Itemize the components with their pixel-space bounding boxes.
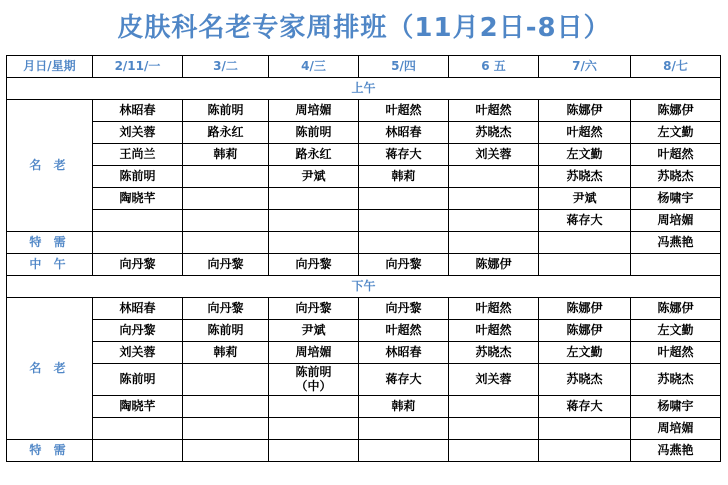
schedule-cell	[359, 440, 449, 462]
schedule-cell: 苏晓杰	[631, 364, 721, 396]
schedule-cell: 叶超然	[631, 342, 721, 364]
schedule-cell	[183, 396, 269, 418]
schedule-cell: 向丹黎	[183, 298, 269, 320]
schedule-cell: 周培媚	[631, 210, 721, 232]
schedule-cell: 苏晓杰	[449, 122, 539, 144]
schedule-cell	[183, 364, 269, 396]
schedule-cell: 陈娜伊	[449, 254, 539, 276]
table-row	[7, 144, 721, 166]
schedule-cell: 周培媚	[269, 100, 359, 122]
schedule-cell: 陈前明	[93, 364, 183, 396]
schedule-cell: 陈娜伊	[539, 298, 631, 320]
schedule-cell	[269, 232, 359, 254]
special-label: 特 需	[7, 232, 93, 254]
schedule-cell: 蒋存大	[359, 144, 449, 166]
section-label: 上午	[7, 78, 721, 100]
schedule-cell: 尹斌	[539, 188, 631, 210]
schedule-cell	[539, 440, 631, 462]
schedule-cell: 叶超然	[449, 298, 539, 320]
header-cell: 7/六	[539, 56, 631, 78]
table-row	[7, 320, 721, 342]
schedule-cell	[449, 210, 539, 232]
schedule-cell: 陶晓芊	[93, 396, 183, 418]
schedule-cell: 刘关蓉	[93, 122, 183, 144]
schedule-cell	[449, 440, 539, 462]
schedule-table	[6, 55, 721, 462]
schedule-cell: 左文勤	[539, 144, 631, 166]
noon-row	[7, 254, 721, 276]
schedule-cell: 苏晓杰	[449, 342, 539, 364]
schedule-cell	[183, 210, 269, 232]
schedule-cell: 叶超然	[539, 122, 631, 144]
schedule-cell	[449, 418, 539, 440]
schedule-cell	[631, 254, 721, 276]
schedule-cell	[359, 232, 449, 254]
section-label: 下午	[7, 276, 721, 298]
header-cell: 2/11/一	[93, 56, 183, 78]
schedule-cell	[183, 418, 269, 440]
schedule-cell: 向丹黎	[359, 254, 449, 276]
schedule-cell	[93, 418, 183, 440]
special-row-afternoon	[7, 440, 721, 462]
schedule-cell: 冯燕艳	[631, 232, 721, 254]
schedule-cell: 冯燕艳	[631, 440, 721, 462]
schedule-cell	[269, 396, 359, 418]
schedule-cell	[183, 166, 269, 188]
schedule-cell	[93, 440, 183, 462]
header-cell: 5/四	[359, 56, 449, 78]
schedule-cell: 向丹黎	[93, 320, 183, 342]
table-row	[7, 210, 721, 232]
schedule-cell: 向丹黎	[183, 254, 269, 276]
schedule-cell	[449, 396, 539, 418]
schedule-cell: 叶超然	[359, 100, 449, 122]
schedule-cell: 路永红	[269, 144, 359, 166]
group-label: 名 老	[7, 100, 93, 232]
schedule-cell	[449, 188, 539, 210]
schedule-cell: 苏晓杰	[631, 166, 721, 188]
schedule-cell: 向丹黎	[269, 298, 359, 320]
group-label: 名 老	[7, 298, 93, 440]
table-row	[7, 298, 721, 320]
schedule-cell: 尹斌	[269, 320, 359, 342]
schedule-cell: 韩莉	[359, 396, 449, 418]
header-cell: 8/七	[631, 56, 721, 78]
schedule-cell	[93, 210, 183, 232]
table-row	[7, 100, 721, 122]
schedule-cell: 叶超然	[359, 320, 449, 342]
schedule-cell: 周培媚	[631, 418, 721, 440]
schedule-cell: 杨啸宇	[631, 188, 721, 210]
schedule-cell: 刘关蓉	[93, 342, 183, 364]
table-row	[7, 342, 721, 364]
schedule-cell	[93, 232, 183, 254]
schedule-cell: 林昭春	[359, 122, 449, 144]
schedule-cell: 陈娜伊	[631, 298, 721, 320]
schedule-cell: 陈前明	[183, 100, 269, 122]
schedule-cell: 刘关蓉	[449, 144, 539, 166]
schedule-cell: 陈娜伊	[539, 100, 631, 122]
schedule-cell: 陈前明	[269, 122, 359, 144]
schedule-cell	[269, 440, 359, 462]
noon-label: 中 午	[7, 254, 93, 276]
schedule-cell: 陈娜伊	[539, 320, 631, 342]
header-cell: 月日/星期	[7, 56, 93, 78]
header-cell: 3/二	[183, 56, 269, 78]
table-row	[7, 122, 721, 144]
section-row-morning	[7, 78, 721, 100]
schedule-cell: 向丹黎	[359, 298, 449, 320]
schedule-cell: 左文勤	[631, 320, 721, 342]
schedule-cell: 向丹黎	[93, 254, 183, 276]
schedule-cell: 林昭春	[93, 100, 183, 122]
schedule-cell: 杨啸宇	[631, 396, 721, 418]
table-row	[7, 364, 721, 396]
schedule-cell: 林昭春	[93, 298, 183, 320]
header-cell: 4/三	[269, 56, 359, 78]
schedule-cell: 陈娜伊	[631, 100, 721, 122]
table-row	[7, 166, 721, 188]
table-row	[7, 396, 721, 418]
schedule-cell: 蒋存大	[539, 210, 631, 232]
schedule-cell	[359, 210, 449, 232]
schedule-cell	[183, 188, 269, 210]
schedule-cell	[359, 418, 449, 440]
schedule-cell: 苏晓杰	[539, 364, 631, 396]
header-row	[7, 56, 721, 78]
schedule-cell: 陈前明	[183, 320, 269, 342]
schedule-cell: 蒋存大	[539, 396, 631, 418]
schedule-cell: 左文勤	[631, 122, 721, 144]
schedule-cell: 韩莉	[183, 342, 269, 364]
schedule-cell	[539, 418, 631, 440]
schedule-cell: 叶超然	[449, 320, 539, 342]
schedule-cell	[359, 188, 449, 210]
schedule-cell	[539, 254, 631, 276]
schedule-cell: 陈前明	[93, 166, 183, 188]
special-label: 特 需	[7, 440, 93, 462]
schedule-cell	[449, 232, 539, 254]
table-row	[7, 418, 721, 440]
schedule-cell	[539, 232, 631, 254]
schedule-cell: 陶晓芊	[93, 188, 183, 210]
special-row-morning	[7, 232, 721, 254]
schedule-cell: 叶超然	[449, 100, 539, 122]
schedule-cell: 韩莉	[183, 144, 269, 166]
header-cell: 6 五	[449, 56, 539, 78]
schedule-cell: 周培媚	[269, 342, 359, 364]
schedule-cell: 左文勤	[539, 342, 631, 364]
table-row	[7, 188, 721, 210]
schedule-cell: 韩莉	[359, 166, 449, 188]
schedule-cell	[269, 418, 359, 440]
schedule-cell: 陈前明 （中）	[269, 364, 359, 396]
schedule-cell: 王尚兰	[93, 144, 183, 166]
schedule-cell: 尹斌	[269, 166, 359, 188]
schedule-cell: 叶超然	[631, 144, 721, 166]
section-row-afternoon	[7, 276, 721, 298]
schedule-cell: 苏晓杰	[539, 166, 631, 188]
schedule-cell	[183, 232, 269, 254]
schedule-cell	[449, 166, 539, 188]
schedule-cell	[269, 210, 359, 232]
page-title: 皮肤科名老专家周排班（11月2日-8日）	[117, 12, 611, 43]
schedule-cell: 林昭春	[359, 342, 449, 364]
schedule-cell: 路永红	[183, 122, 269, 144]
schedule-cell	[183, 440, 269, 462]
schedule-cell: 刘关蓉	[449, 364, 539, 396]
schedule-cell: 蒋存大	[359, 364, 449, 396]
schedule-cell: 向丹黎	[269, 254, 359, 276]
schedule-cell	[269, 188, 359, 210]
